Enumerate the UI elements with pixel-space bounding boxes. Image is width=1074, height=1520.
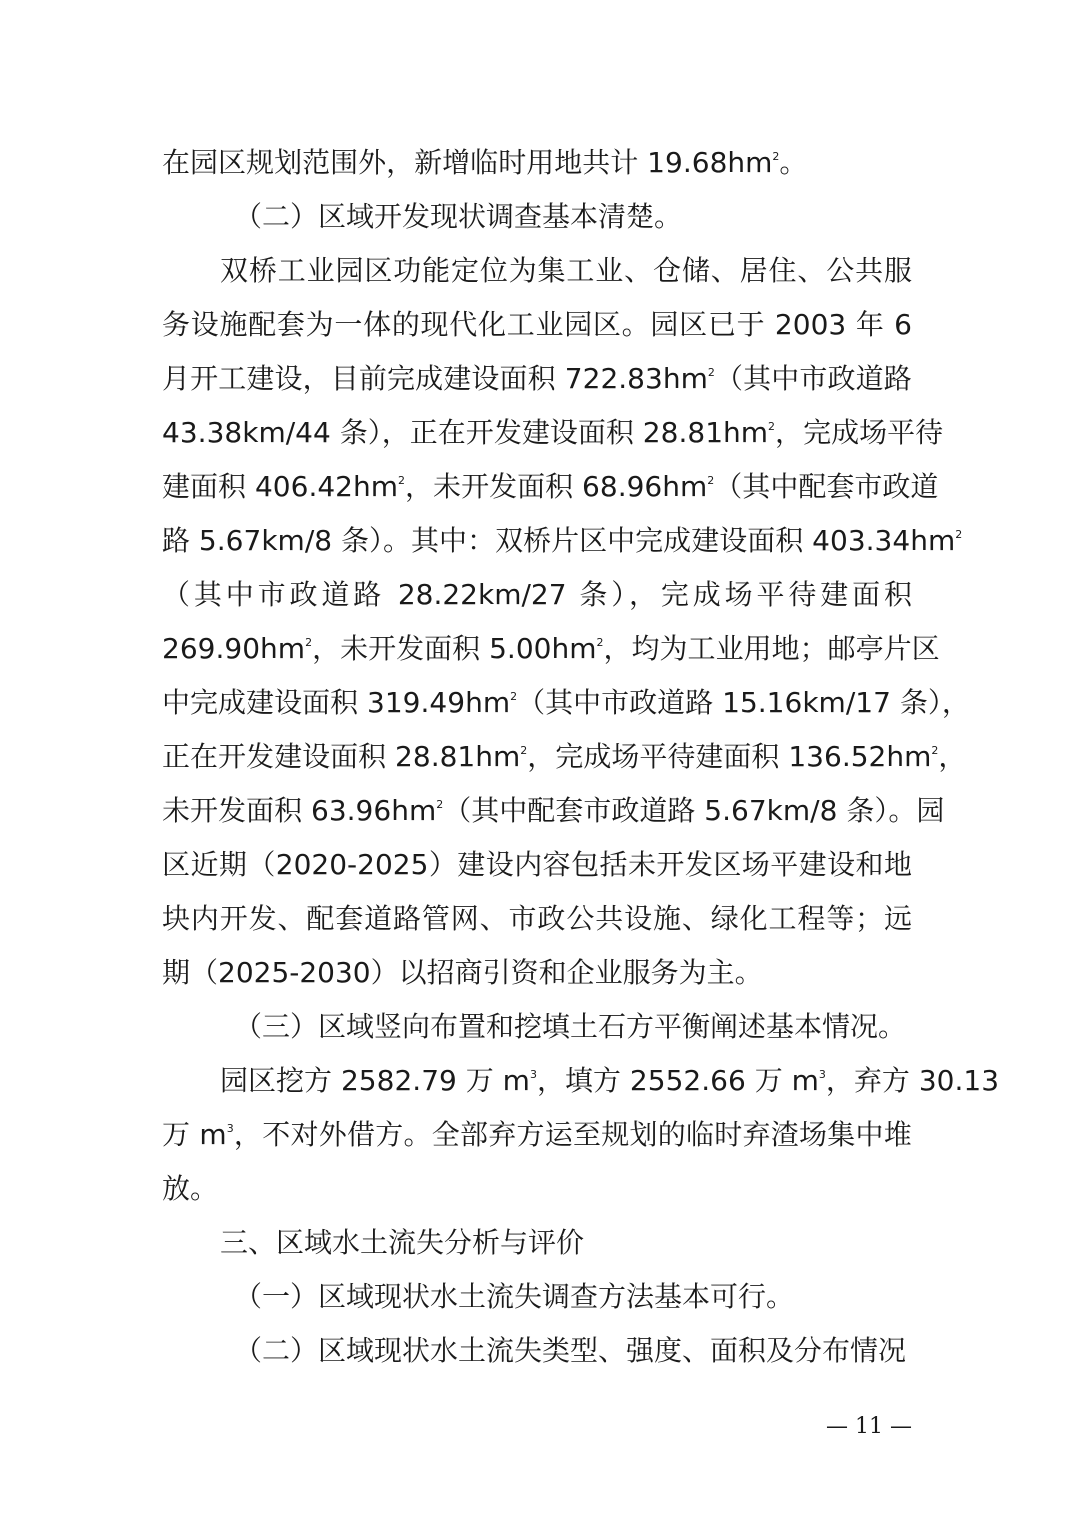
- section-heading: [162, 1324, 912, 1378]
- line-text: 43.38km/44 条），正在开发建设面积 $28.81hm^2$，完成场平待: [162, 416, 944, 449]
- paragraph-line: [162, 244, 912, 298]
- line-text: 月开工建设，目前完成建设面积 $722.83hm^2$（其中市政道路: [162, 362, 912, 395]
- paragraph-line: [162, 514, 963, 568]
- paragraph-line: [162, 1054, 1000, 1108]
- line-text: 未开发面积 $63.96hm^2$（其中配套市政道路 5.67km/8 条）。园: [162, 794, 945, 827]
- line-text: 区近期（2020-2025）建设内容包括未开发区场平建设和地: [162, 848, 912, 881]
- paragraph-line: [162, 730, 967, 784]
- paragraph-line: [162, 784, 945, 838]
- line-text: 路 5.67km/8 条）。其中：双桥片区中完成建设面积 $403.34hm^2$: [162, 524, 963, 557]
- line-text: 中完成建设面积 $319.49hm^2$（其中市政道路 15.16km/17 条），: [162, 686, 970, 719]
- heading-text: （二）区域开发现状调查基本清楚。: [234, 200, 683, 233]
- line-text: $269.90hm^2$，未开发面积 $5.00hm^2$，均为工业用地；邮亭片区: [162, 632, 940, 665]
- paragraph-line: [162, 460, 939, 514]
- section-heading: [162, 1000, 912, 1054]
- document-body: [162, 136, 1000, 1378]
- heading-text: （三）区域竖向布置和挖填土石方平衡阐述基本情况。: [234, 1010, 907, 1043]
- paragraph-line: [162, 406, 944, 460]
- line-text: 放。: [162, 1172, 219, 1205]
- paragraph-line: [162, 568, 912, 622]
- heading-text: （一）区域现状水土流失调查方法基本可行。: [234, 1280, 795, 1313]
- chapter-heading: [162, 1216, 912, 1270]
- line-text: 务设施配套为一体的现代化工业园区。园区已于 2003 年 6: [162, 308, 912, 341]
- line-text: 双桥工业园区功能定位为集工业、仓储、居住、公共服: [220, 254, 912, 287]
- paragraph-line: [162, 1108, 912, 1162]
- paragraph-line: [162, 892, 912, 946]
- line-text: （其中市政道路 28.22km/27 条），完成场平待建面积: [162, 578, 912, 611]
- line-text: 正在开发建设面积 $28.81hm^2$，完成场平待建面积 $136.52hm^2$，: [162, 740, 967, 773]
- line-text: 块内开发、配套道路管网、市政公共设施、绿化工程等；远: [162, 902, 912, 935]
- section-heading: [162, 1270, 912, 1324]
- line-text: 期（2025-2030）以招商引资和企业服务为主。: [162, 956, 763, 989]
- paragraph-line: [162, 1162, 912, 1216]
- paragraph-line: [162, 352, 912, 406]
- paragraph-line: [162, 946, 912, 1000]
- paragraph-line: [162, 622, 940, 676]
- line-text: 建面积 $406.42hm^2$，未开发面积 $68.96hm^2$（其中配套市政道: [162, 470, 939, 503]
- heading-text: （二）区域现状水土流失类型、强度、面积及分布情况: [234, 1334, 907, 1367]
- paragraph-line: [162, 298, 912, 352]
- paragraph-line: [162, 676, 970, 730]
- page-number: — 11 —: [826, 1414, 912, 1439]
- line-text: 园区挖方 2582.79 万 $m^3$，填方 2552.66 万 $m^3$，弃方 30.13: [220, 1064, 1000, 1097]
- line-text: 在园区规划范围外，新增临时用地共计 $19.68hm^2$。: [162, 146, 808, 179]
- line-text: 万 $m^3$，不对外借方。全部弃方运至规划的临时弃渣场集中堆: [162, 1118, 912, 1151]
- paragraph-line: [162, 838, 912, 892]
- paragraph-line: [162, 136, 912, 190]
- section-heading: [162, 190, 912, 244]
- heading-text: 三、区域水土流失分析与评价: [220, 1226, 585, 1259]
